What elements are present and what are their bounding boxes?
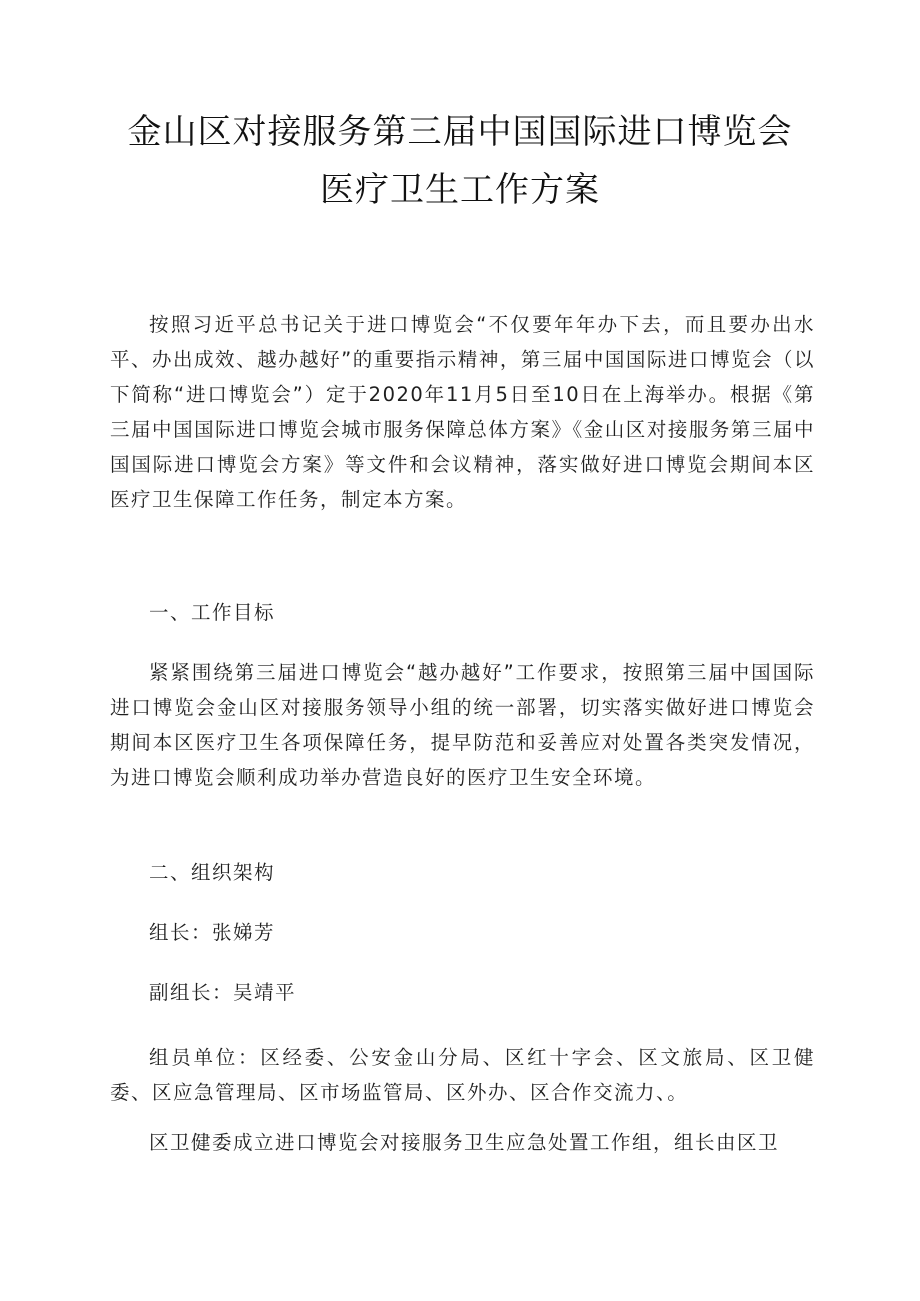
- section-1-heading: 一、工作目标: [149, 601, 276, 624]
- section-1-paragraph: 紧紧围绕第三届进口博览会“越办越好”工作要求，按照第三届中国国际进口博览会金山区对接服务领导小组的统一部署，切实落实做好进口博览会期间本区医疗卫生各项保障任务，提早防范和妥善应对处置各类突发情况，为进口博览会顺利成功举办营造良好的医疗卫生安全环境。: [110, 661, 815, 789]
- group-leader-line: 组长：张娣芳: [149, 921, 276, 944]
- document-title-line-2: 医疗卫生工作方案: [320, 170, 600, 210]
- member-units-paragraph: 组员单位：区经委、公安金山分局、区红十字会、区文旅局、区卫健委、区应急管理局、区市场监管局、区外办、区合作交流力、。: [110, 1046, 815, 1104]
- intro-paragraph: 按照习近平总书记关于进口博览会“不仅要年年办下去，而且要办出水平、办出成效、越办越好”的重要指示精神，第三届中国国际进口博览会（以下简称“进口博览会”）定于2020年11月5日至10日在上海举办。根据《第三届中国国际进口博览会城市服务保障总体方案》《金山区对接服务第三届中国国际进口博览会方案》等文件和会议精神，落实做好进口博览会期间本区医疗卫生保障工作任务，制定本方案。: [110, 313, 815, 511]
- working-group-paragraph: 区卫健委成立进口博览会对接服务卫生应急处置工作组，组长由区卫: [149, 1131, 780, 1154]
- document-title-line-1: 金山区对接服务第三届中国国际进口博览会: [127, 112, 793, 152]
- section-2-heading: 二、组织架构: [149, 861, 276, 884]
- deputy-leader-line: 副组长：吴靖平: [149, 981, 297, 1004]
